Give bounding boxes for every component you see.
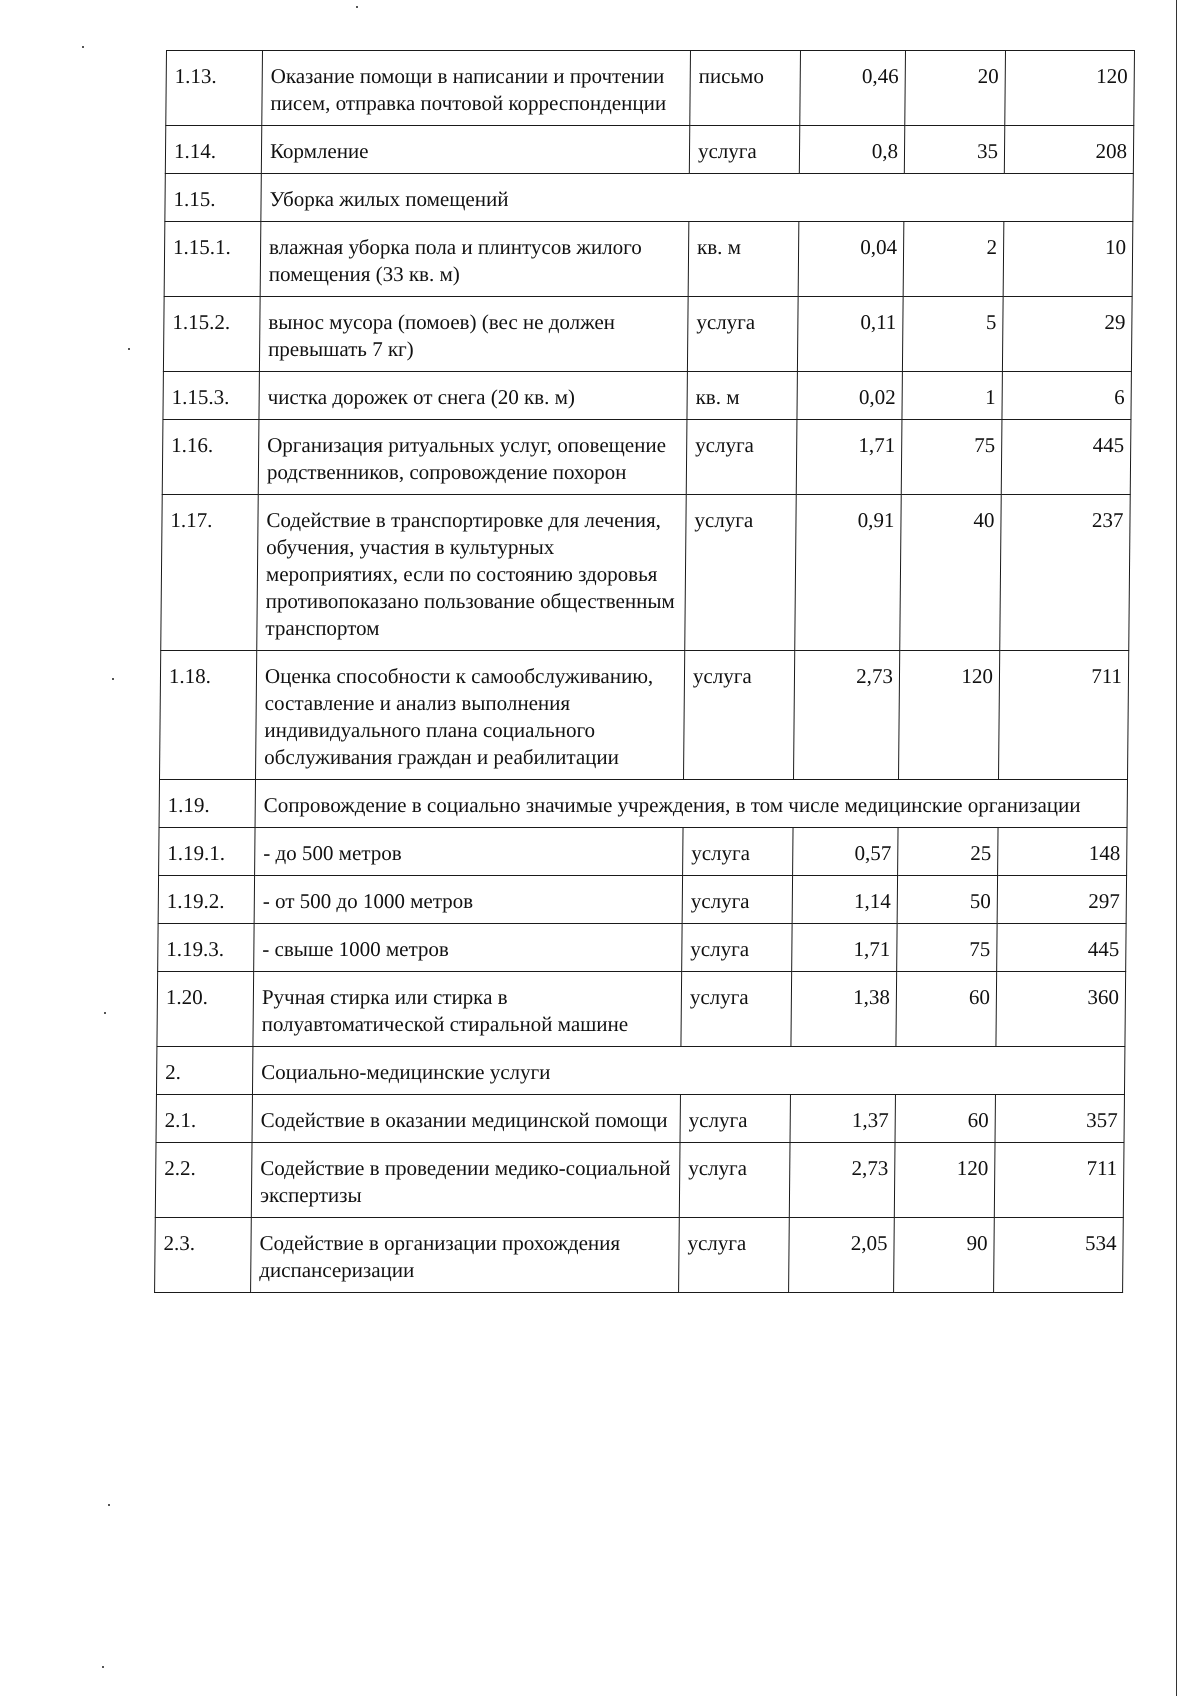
scan-speck [102, 1666, 104, 1668]
unit-cell: услуга [685, 495, 796, 651]
time-norm-cell: 50 [897, 876, 997, 924]
scan-speck [104, 1012, 106, 1014]
table-row [166, 51, 1135, 126]
unit-cell: услуга [683, 828, 793, 876]
scan-speck [112, 678, 114, 680]
service-name-cell: Организация ритуальных услуг, оповещение родственников, сопровождение похорон [258, 420, 687, 495]
rate-cell: 0,8 [799, 126, 904, 174]
time-norm-cell: 25 [898, 828, 998, 876]
item-number-cell: 2. [156, 1047, 252, 1095]
scan-page-edge [1176, 0, 1177, 1696]
service-name-cell: Содействие в транспортировке для лечения, обучения, участия в культурных мероприятиях, если по состоянию здоровья противопоказано пользование общественным транспортом [257, 495, 686, 651]
table-row [165, 126, 1133, 174]
table-row [158, 924, 1126, 972]
item-number-cell: 2.1. [156, 1095, 252, 1143]
service-name-cell: Оказание помощи в написании и прочтении писем, отправка почтовой корреспонденции [262, 51, 691, 126]
rate-cell: 1,37 [790, 1095, 895, 1143]
unit-cell: кв. м [688, 222, 799, 297]
service-name-cell: влажная уборка пола и плинтусов жилого помещения (33 кв. м) [260, 222, 689, 297]
table-row [157, 972, 1126, 1047]
table-row [162, 420, 1131, 495]
scan-speck [356, 6, 358, 8]
unit-cell: услуга [686, 420, 797, 495]
scan-speck [108, 1504, 110, 1506]
item-number-cell: 1.15.3. [163, 372, 259, 420]
time-norm-cell: 5 [902, 297, 1003, 372]
item-number-cell: 1.19.2. [158, 876, 254, 924]
rate-cell: 0,11 [797, 297, 903, 372]
price-cell: 6 [1002, 372, 1131, 420]
price-cell: 297 [997, 876, 1126, 924]
price-cell: 360 [996, 972, 1126, 1047]
item-number-cell: 1.15. [165, 174, 261, 222]
service-name-cell: Содействие в проведении медико-социальной экспертизы [251, 1143, 680, 1218]
time-norm-cell: 120 [894, 1143, 995, 1218]
time-norm-cell: 60 [895, 1095, 995, 1143]
unit-cell: услуга [682, 876, 792, 924]
rate-cell: 2,05 [789, 1218, 895, 1293]
unit-cell: письмо [690, 51, 801, 126]
item-number-cell: 1.14. [165, 126, 261, 174]
services-table [154, 50, 1135, 1293]
section-row [165, 174, 1133, 222]
service-name-cell: Ручная стирка или стирка в полуавтоматической стиральной машине [253, 972, 682, 1047]
section-title-cell: Социально-медицинские услуги [252, 1047, 1124, 1095]
unit-cell: услуга [680, 1095, 790, 1143]
time-norm-cell: 20 [905, 51, 1006, 126]
rate-cell: 1,38 [791, 972, 897, 1047]
item-number-cell: 1.20. [157, 972, 254, 1047]
item-number-cell: 1.19. [159, 780, 255, 828]
time-norm-cell: 90 [894, 1218, 995, 1293]
service-name-cell: Содействие в организации прохождения диспансеризации [251, 1218, 680, 1293]
table-row [155, 1143, 1124, 1218]
table-row [155, 1218, 1124, 1293]
unit-cell: услуга [679, 1218, 790, 1293]
time-norm-cell: 35 [904, 126, 1004, 174]
item-number-cell: 1.16. [162, 420, 259, 495]
price-cell: 711 [994, 1143, 1124, 1218]
service-name-cell: Кормление [261, 126, 689, 174]
rate-cell: 1,14 [792, 876, 897, 924]
price-cell: 148 [998, 828, 1127, 876]
unit-cell: услуга [683, 651, 794, 780]
item-number-cell: 2.3. [155, 1218, 252, 1293]
section-row [156, 1047, 1124, 1095]
service-name-cell: - свыше 1000 метров [254, 924, 682, 972]
time-norm-cell: 75 [901, 420, 1002, 495]
time-norm-cell: 120 [898, 651, 999, 780]
unit-cell: услуга [679, 1143, 790, 1218]
rate-cell: 2,73 [789, 1143, 895, 1218]
service-name-cell: - до 500 метров [255, 828, 683, 876]
price-cell: 357 [995, 1095, 1124, 1143]
section-row [159, 780, 1127, 828]
item-number-cell: 1.15.2. [163, 297, 260, 372]
price-cell: 445 [997, 924, 1126, 972]
price-cell: 534 [994, 1218, 1124, 1293]
rate-cell: 0,57 [793, 828, 898, 876]
unit-cell: услуга [689, 126, 799, 174]
unit-cell: услуга [687, 297, 798, 372]
price-cell: 445 [1001, 420, 1131, 495]
service-name-cell: вынос мусора (помоев) (вес не должен превышать 7 кг) [259, 297, 688, 372]
item-number-cell: 1.19.1. [159, 828, 255, 876]
rate-cell: 0,46 [800, 51, 906, 126]
item-number-cell: 1.17. [161, 495, 258, 651]
table-row [164, 222, 1133, 297]
rate-cell: 0,04 [798, 222, 904, 297]
unit-cell: кв. м [687, 372, 797, 420]
section-title-cell: Уборка жилых помещений [261, 174, 1133, 222]
service-name-cell: Содействие в оказании медицинской помощи [252, 1095, 680, 1143]
price-cell: 120 [1005, 51, 1135, 126]
price-cell: 208 [1004, 126, 1133, 174]
price-cell: 10 [1003, 222, 1133, 297]
table-row [159, 828, 1127, 876]
rate-cell: 0,91 [795, 495, 901, 651]
scan-speck [82, 46, 84, 48]
item-number-cell: 1.15.1. [164, 222, 261, 297]
time-norm-cell: 2 [903, 222, 1004, 297]
price-cell: 237 [1000, 495, 1130, 651]
table-row [158, 876, 1126, 924]
price-cell: 711 [998, 651, 1128, 780]
time-norm-cell: 75 [897, 924, 997, 972]
time-norm-cell: 1 [902, 372, 1002, 420]
rate-cell: 1,71 [796, 420, 902, 495]
table-row [163, 297, 1132, 372]
price-cell: 29 [1002, 297, 1132, 372]
table-row [161, 495, 1130, 651]
table-row [159, 651, 1128, 780]
table-row [156, 1095, 1124, 1143]
scan-speck [128, 348, 130, 350]
table-row [163, 372, 1131, 420]
rate-cell: 1,71 [792, 924, 897, 972]
section-title-cell: Сопровождение в социально значимые учреждения, в том числе медицинские организации [255, 780, 1127, 828]
time-norm-cell: 60 [896, 972, 997, 1047]
service-name-cell: чистка дорожек от снега (20 кв. м) [259, 372, 687, 420]
service-name-cell: Оценка способности к самообслуживанию, составление и анализ выполнения индивидуального плана социального обслуживания граждан и реабилитации [255, 651, 684, 780]
unit-cell: услуга [681, 972, 792, 1047]
unit-cell: услуга [682, 924, 792, 972]
item-number-cell: 2.2. [155, 1143, 252, 1218]
item-number-cell: 1.19.3. [158, 924, 254, 972]
time-norm-cell: 40 [900, 495, 1001, 651]
rate-cell: 2,73 [793, 651, 899, 780]
services-table-body [155, 51, 1135, 1293]
service-name-cell: - от 500 до 1000 метров [254, 876, 682, 924]
item-number-cell: 1.13. [166, 51, 263, 126]
item-number-cell: 1.18. [159, 651, 256, 780]
rate-cell: 0,02 [797, 372, 902, 420]
